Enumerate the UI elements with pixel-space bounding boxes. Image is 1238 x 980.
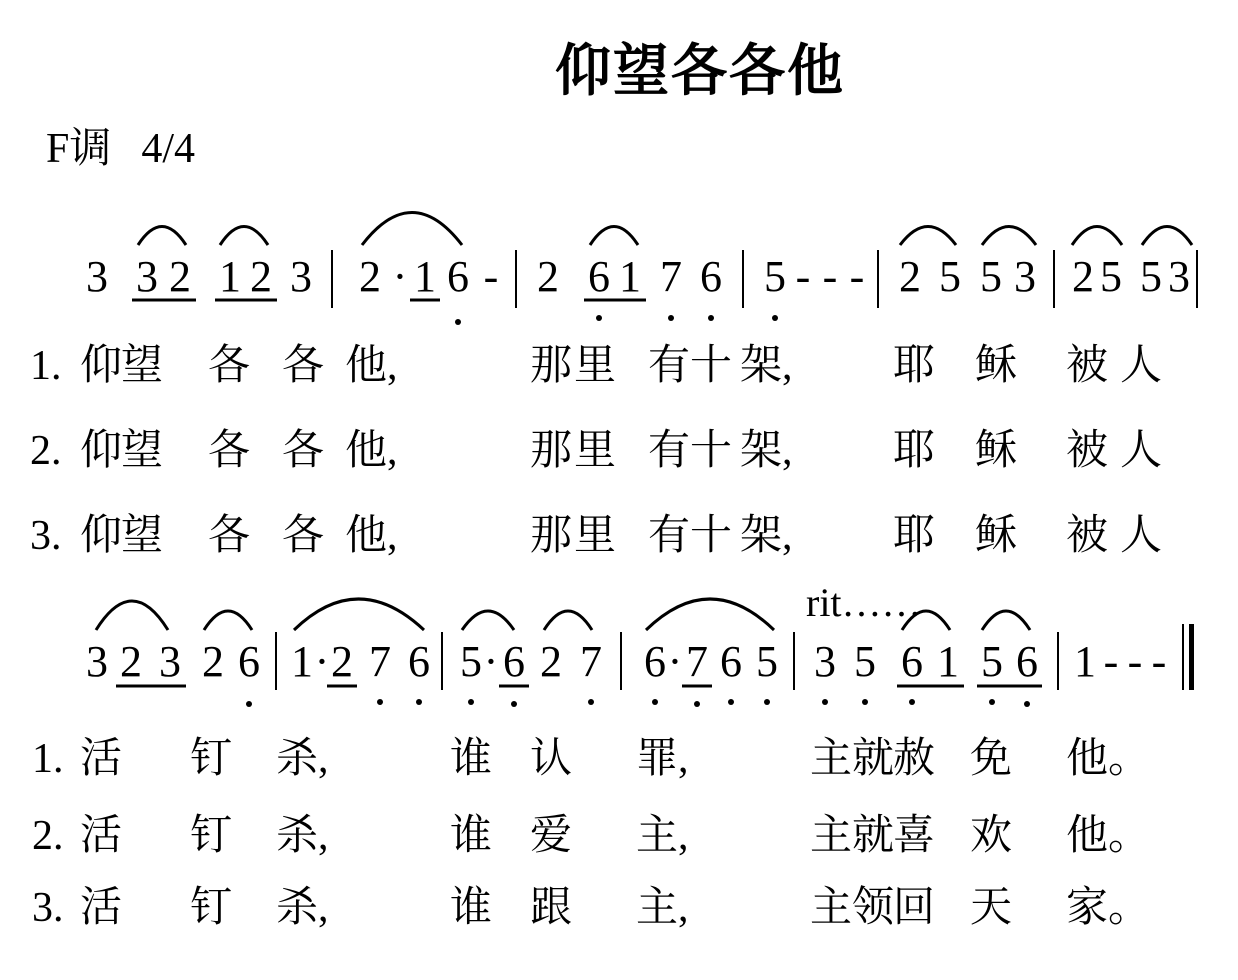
lyric-char: 他, (345, 513, 398, 559)
low-octave-dot (588, 699, 594, 705)
lyric-char: 稣 (975, 513, 1018, 559)
key-and-time-signature (46, 128, 195, 170)
augmentation-dot: · (483, 637, 499, 686)
note: 2 (899, 252, 921, 301)
low-octave-dot (909, 699, 915, 705)
low-octave-dot (377, 699, 383, 705)
dash: - (483, 252, 499, 301)
slur (544, 611, 592, 630)
lyric-char: 主 (810, 736, 853, 782)
note: 5 (764, 252, 786, 301)
note: 1 (1074, 637, 1096, 686)
note: 1 (619, 252, 641, 301)
lyric-char: 他。 (1066, 813, 1151, 859)
bar-line (1053, 250, 1055, 308)
verse-number: 1. (30, 343, 62, 389)
lyric-char: 仰 (80, 513, 123, 559)
lyric-char: 那 (530, 428, 573, 474)
lyric-char: 杀, (276, 885, 329, 931)
low-octave-dot (416, 699, 422, 705)
slur (590, 227, 638, 246)
note: 3 (1168, 252, 1190, 301)
lyric-char: 他, (345, 343, 398, 389)
lyric-char: 各 (282, 513, 325, 559)
low-octave-dot (596, 315, 602, 321)
lyric-char: 有 (648, 428, 691, 474)
augmentation-dot: · (392, 252, 408, 301)
lyric-char: 主 (810, 813, 853, 859)
note: 3 (136, 252, 158, 301)
slur (138, 227, 186, 246)
note: 1 (291, 637, 313, 686)
lyric-char: 各 (208, 428, 251, 474)
lyric-char: 望 (121, 428, 164, 474)
bar-line (275, 632, 277, 690)
low-octave-dot (764, 699, 770, 705)
lyric-char: 那 (530, 343, 573, 389)
lyric-char: 就 (852, 736, 895, 782)
note: 5 (980, 252, 1002, 301)
verse-2-lyrics (0, 430, 1238, 474)
lyric-char: 谁 (450, 885, 493, 931)
lyric-char: 耶 (893, 513, 936, 559)
lyric-char: 天 (970, 885, 1013, 931)
note: 5 (1100, 252, 1122, 301)
dash: - (849, 252, 865, 301)
note: 6 (447, 252, 469, 301)
low-octave-dot (708, 315, 714, 321)
lyric-char: 活 (80, 885, 123, 931)
low-octave-dot (862, 699, 868, 705)
lyric-char: 杀, (276, 813, 329, 859)
verse-number: 3. (30, 513, 62, 559)
note: 6 (901, 637, 923, 686)
slur (204, 611, 252, 630)
lyric-char: 赦 (893, 736, 936, 782)
lyric-char: 里 (574, 428, 617, 474)
low-octave-dot (728, 699, 734, 705)
dash: - (822, 252, 838, 301)
verse-3-lyrics (0, 515, 1238, 559)
lyric-char: 他。 (1066, 736, 1151, 782)
lyric-char: 喜 (893, 813, 936, 859)
bar-line (1057, 632, 1059, 690)
lyric-char: 稣 (975, 343, 1018, 389)
low-octave-dot (989, 699, 995, 705)
key-signature: F调 (46, 126, 112, 172)
lyric-char: 各 (282, 428, 325, 474)
lyric-char: 仰 (80, 343, 123, 389)
lyric-char: 跟 (530, 885, 573, 931)
note: 3 (86, 252, 108, 301)
low-octave-dot (1024, 701, 1030, 707)
low-octave-dot (468, 699, 474, 705)
bar-line (515, 250, 517, 308)
note: 5 (981, 637, 1003, 686)
note: 2 (250, 252, 272, 301)
lyric-char: 各 (208, 513, 251, 559)
lyric-char: 免 (970, 736, 1013, 782)
lyric-char: 爱 (530, 813, 573, 859)
lyric-char: 认 (530, 736, 573, 782)
lyric-char: 主, (636, 885, 689, 931)
low-octave-dot (455, 319, 461, 325)
note: 6 (588, 252, 610, 301)
low-octave-dot (246, 701, 252, 707)
time-signature: 4/4 (141, 126, 196, 172)
lyric-char: 耶 (893, 343, 936, 389)
bar-line (620, 632, 622, 690)
note: 2 (1072, 252, 1094, 301)
lyric-char: 钉 (190, 885, 233, 931)
bar-line (331, 250, 333, 308)
note: 6 (700, 252, 722, 301)
note: 6 (720, 637, 742, 686)
low-octave-dot (511, 701, 517, 707)
lyric-char: 十 (690, 343, 733, 389)
lyric-char: 回 (893, 885, 936, 931)
verse-number: 2. (32, 813, 64, 859)
lyric-char: 主 (810, 885, 853, 931)
note: 5 (939, 252, 961, 301)
note: 3 (290, 252, 312, 301)
lyric-char: 人 (1120, 343, 1163, 389)
bar-line (742, 250, 744, 308)
lyric-char: 人 (1120, 513, 1163, 559)
final-bar-thin (1182, 624, 1184, 690)
note: 5 (1140, 252, 1162, 301)
lyric-char: 罪, (636, 736, 689, 782)
note: 2 (540, 637, 562, 686)
note: 6 (503, 637, 525, 686)
lyric-char: 钉 (190, 813, 233, 859)
lyric-char: 有 (648, 343, 691, 389)
lyric-char: 仰 (80, 428, 123, 474)
lyric-char: 被 (1066, 428, 1109, 474)
note: 1 (219, 252, 241, 301)
note: 2 (331, 637, 353, 686)
slur (294, 599, 424, 630)
slur (1142, 227, 1192, 246)
lyric-char: 被 (1066, 343, 1109, 389)
lyric-char: 各 (208, 343, 251, 389)
note: 6 (408, 637, 430, 686)
dash: - (1151, 637, 1167, 686)
ritardando-mark: rit…… (806, 580, 922, 625)
slur (982, 227, 1036, 246)
verse-number: 1. (32, 736, 64, 782)
lyric-char: 里 (574, 513, 617, 559)
note: 3 (1014, 252, 1036, 301)
slur (362, 213, 462, 246)
lyric-char: 那 (530, 513, 573, 559)
lyric-char: 架, (740, 428, 793, 474)
slur (1072, 227, 1122, 246)
note: 6 (238, 637, 260, 686)
low-octave-dot (652, 699, 658, 705)
lyric-char: 人 (1120, 428, 1163, 474)
verse-number: 3. (32, 885, 64, 931)
lyric-char: 有 (648, 513, 691, 559)
verse-2-lyrics (0, 815, 1238, 859)
slur (646, 599, 774, 630)
lyric-char: 杀, (276, 736, 329, 782)
verse-number: 2. (30, 428, 62, 474)
note: 5 (460, 637, 482, 686)
lyric-char: 望 (121, 343, 164, 389)
lyric-char: 活 (80, 813, 123, 859)
low-octave-dot (694, 701, 700, 707)
low-octave-dot (668, 315, 674, 321)
lyric-char: 活 (80, 736, 123, 782)
slur (982, 611, 1030, 630)
note: 5 (756, 637, 778, 686)
lyric-char: 十 (690, 513, 733, 559)
note: 2 (120, 637, 142, 686)
lyric-char: 望 (121, 513, 164, 559)
lyric-char: 被 (1066, 513, 1109, 559)
bar-line (441, 632, 443, 690)
dash: - (1127, 637, 1143, 686)
slur (96, 601, 168, 630)
lyric-char: 就 (852, 813, 895, 859)
lyric-char: 耶 (893, 428, 936, 474)
note: 2 (202, 637, 224, 686)
lyric-char: 各 (282, 343, 325, 389)
song-title: 仰望各各他 (555, 39, 845, 104)
verse-1-lyrics (0, 738, 1238, 782)
note: 6 (1016, 637, 1038, 686)
bar-line (793, 632, 795, 690)
lyric-char: 领 (852, 885, 895, 931)
augmentation-dot: · (667, 637, 683, 686)
note: 3 (86, 637, 108, 686)
note: 5 (854, 637, 876, 686)
bar-line (1196, 250, 1198, 308)
low-octave-dot (822, 699, 828, 705)
note: 3 (159, 637, 181, 686)
lyric-char: 他, (345, 428, 398, 474)
lyric-char: 欢 (970, 813, 1013, 859)
note: 6 (644, 637, 666, 686)
lyric-char: 钉 (190, 736, 233, 782)
lyric-char: 主, (636, 813, 689, 859)
low-octave-dot (772, 315, 778, 321)
lyric-char: 里 (574, 343, 617, 389)
bar-line (877, 250, 879, 308)
slur (220, 227, 268, 246)
slur (462, 611, 514, 630)
note: 7 (369, 637, 391, 686)
note: 7 (686, 637, 708, 686)
lyric-char: 十 (690, 428, 733, 474)
note: 2 (359, 252, 381, 301)
note: 2 (537, 252, 559, 301)
note: 7 (660, 252, 682, 301)
note: 2 (169, 252, 191, 301)
verse-1-lyrics (0, 345, 1238, 389)
final-bar-thick (1189, 624, 1194, 690)
lyric-char: 谁 (450, 736, 493, 782)
lyric-char: 架, (740, 343, 793, 389)
lyric-char: 家。 (1066, 885, 1151, 931)
note: 3 (814, 637, 836, 686)
lyric-char: 架, (740, 513, 793, 559)
slur (900, 227, 956, 246)
dash: - (1103, 637, 1119, 686)
verse-3-lyrics (0, 887, 1238, 931)
note: 1 (414, 252, 436, 301)
note: 7 (580, 637, 602, 686)
augmentation-dot: · (314, 637, 330, 686)
lyric-char: 稣 (975, 428, 1018, 474)
lyric-char: 谁 (450, 813, 493, 859)
note: 1 (937, 637, 959, 686)
dash: - (795, 252, 811, 301)
